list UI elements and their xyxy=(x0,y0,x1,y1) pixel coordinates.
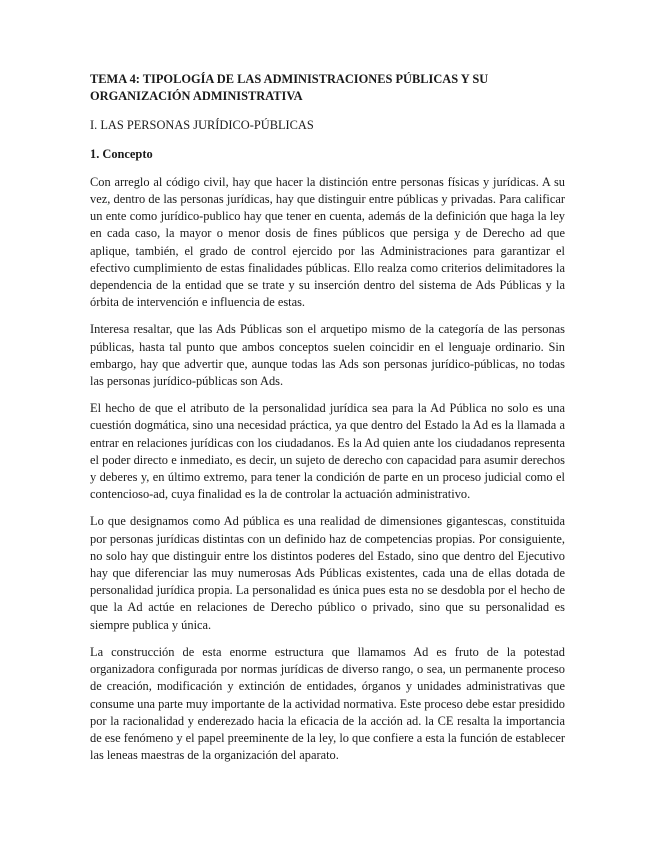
paragraph: La construcción de esta enorme estructura que llamamos Ad es fruto de la potestad organizadora configurada por normas jurídicas de diverso rango, o sea, un permanente proceso de creación, modificación y extinción de entidades, órganos y unidades administrativas que consume una parte muy importante de la actividad normativa. Este proceso debe estar presidido por la racionalidad y enderezado hacia la eficacia de la acción ad. la CE resalta la importancia de ese fenómeno y el papel preeminente de la ley, lo que confiere a esta la función de establecer las leneas maestras de la organización del aparato. xyxy=(90,644,565,763)
section-heading: I. LAS PERSONAS JURÍDICO-PÚBLICAS xyxy=(90,118,314,133)
document-title: TEMA 4: TIPOLOGÍA DE LAS ADMINISTRACIONES PÚBLICAS Y SU ORGANIZACIÓN ADMINISTRATIVA xyxy=(90,72,489,104)
paragraph: Lo que designamos como Ad pública es una realidad de dimensiones gigantescas, constituida por personas jurídicas distintas con un definido haz de competencias propias. Por consiguiente, no solo hay que distinguir entre los distintos poderes del Estado, sino que dentro del Ejecutivo hay que diferenciar las muy numerosas Ads Públicas existentes, cada una de ellas dotada de personalidad jurídica propia. La personalidad es única pues esta no se desdobla por el hecho de que la Ad actúe en relaciones de Derecho público o privado, sino que su personalidad es siempre publica y única. xyxy=(90,514,565,632)
paragraph: El hecho de que el atributo de la personalidad jurídica sea para la Ad Pública no solo es una cuestión dogmática, sino una necesidad práctica, ya que dentro del Estado la Ad es la llamada a entrar en relaciones jurídicas con los ciudadanos. Es la Ad quien ante los ciudadanos representa el poder directo e inmediato, es decir, un sujeto de derecho con capacidad para asumir derechos y deberes y, en último extremo, para tener la condición de parte en un proceso judicial como el contencioso-ad, cuya finalidad es la de controlar la actuación administrativo. xyxy=(90,401,565,502)
document-page xyxy=(90,71,565,774)
paragraph: Con arreglo al código civil, hay que hacer la distinción entre personas físicas y jurídicas. A su vez, dentro de las personas jurídicas, hay que distinguir entre públicas y privadas. Para calificar un ente como jurídico-publico hay que tener en cuenta, además de la definición que haga la ley en cada caso, la mayor o menor dosis de fines públicos que persiga y de Derecho ad que aplique, también, el grado de control ejercido por las Administraciones para garantizar el efectivo cumplimiento de estas finalidades públicas. Ello realza como criterios delimitadores la dependencia de la entidad que se trate y su inserción dentro del sistema de Ads Públicas y la órbita de intervención e influencia de estas. xyxy=(90,174,565,310)
paragraph: Interesa resaltar, que las Ads Públicas son el arquetipo mismo de la categoría de las personas públicas, hasta tal punto que ambos conceptos suelen coincidir en el lenguaje ordinario. Sin embargo, hay que advertir que, aunque todas las Ads son personas jurídico-públicas, no todas las personas jurídico-públicas son Ads. xyxy=(90,322,565,389)
subheading: 1. Concepto xyxy=(90,146,153,161)
